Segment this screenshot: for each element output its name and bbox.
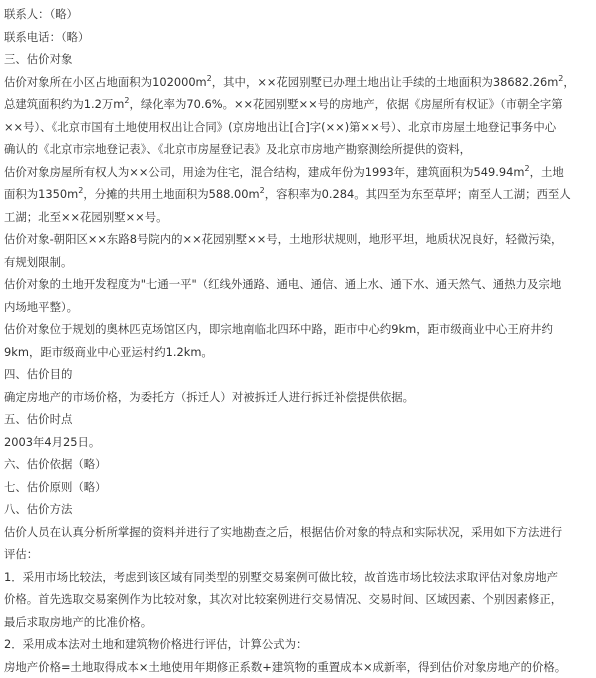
paragraph-line: 最后求取房地产的比准价格。 <box>4 611 594 634</box>
superscript: 2 <box>207 74 212 83</box>
superscript: 2 <box>124 96 129 105</box>
text-segment: ， <box>563 75 574 89</box>
paragraph-line: 价格。首先选取交易案例作为比较对象，其次对比较案例进行交易情况、交易时间、区域因素、个别因素修正， <box>4 588 594 611</box>
contact-phone-line: 联系电话：（略） <box>4 26 594 49</box>
section-heading-valuation-principles: 七、估价原则（略） <box>4 476 594 499</box>
text-segment: 估价对象所在小区占地面积为102000m <box>4 75 207 89</box>
text-segment: ，土地 <box>530 165 564 179</box>
paragraph-line: 确定房地产的市场价格，为委托方（拆迁人）对被拆迁人进行拆迁补偿提供依据。 <box>4 386 594 409</box>
section-heading-valuation-date: 五、估价时点 <box>4 408 594 431</box>
superscript: 2 <box>524 164 529 173</box>
paragraph-line: 2．采用成本法对土地和建筑物价格进行评估，计算公式为： <box>4 633 594 656</box>
paragraph-line: 估价对象位于规划的奥林匹克场馆区内，即宗地南临北四环中路，距市中心约9km，距市级商业中心王府井约 <box>4 318 594 341</box>
document-body <box>4 3 594 678</box>
superscript: 2 <box>260 186 265 195</box>
text-segment: ，分摊的共用土地面积为588.00m <box>83 187 259 201</box>
text-segment: ，绿化率为70.6%。××花园别墅××号的房地产，依据《房屋所有权证》（市朝全字第 <box>129 97 562 111</box>
paragraph-line: 房地产价格=土地取得成本×土地使用年期修正系数+建筑物的重置成本×成新率，得到估价对象房地产的价格。 <box>4 656 594 678</box>
paragraph-line <box>4 183 594 206</box>
text-segment: 总建筑面积约为1.2万m <box>4 97 124 111</box>
superscript: 2 <box>78 186 83 195</box>
paragraph-line: 有规划限制。 <box>4 251 594 274</box>
text-segment: 面积为1350m <box>4 187 78 201</box>
superscript: 2 <box>558 74 563 83</box>
paragraph-line: 估价对象-朝阳区××东路8号院内的××花园别墅××号，土地形状规则，地形平坦，地质状况良好，轻微污染， <box>4 228 594 251</box>
contact-person-line: 联系人：（略） <box>4 3 594 26</box>
section-heading-valuation-methods: 八、估价方法 <box>4 498 594 521</box>
valuation-date: 2003年4月25日。 <box>4 431 594 454</box>
paragraph-line <box>4 161 594 184</box>
paragraph-line <box>4 71 594 94</box>
text-segment: ，其中，××花园别墅已办理土地出让手续的土地面积为38682.26m <box>212 75 559 89</box>
section-heading-valuation-purpose: 四、估价目的 <box>4 363 594 386</box>
paragraph-line: 工湖；北至××花园别墅××号。 <box>4 206 594 229</box>
paragraph-line: 1．采用市场比较法，考虑到该区域有同类型的别墅交易案例可做比较，故首选市场比较法求取评估对象房地产 <box>4 566 594 589</box>
paragraph-line: 评估： <box>4 543 594 566</box>
section-heading-valuation-object: 三、估价对象 <box>4 48 594 71</box>
section-heading-valuation-basis: 六、估价依据（略） <box>4 453 594 476</box>
text-segment: 估价对象房屋所有权人为××公司，用途为住宅，混合结构，建成年份为1993年，建筑面积为549.94m <box>4 165 524 179</box>
paragraph-line: 估价人员在认真分析所掌握的资料并进行了实地勘查之后，根据估价对象的特点和实际状况，采用如下方法进行 <box>4 521 594 544</box>
paragraph-line: 9km，距市级商业中心亚运村约1.2km。 <box>4 341 594 364</box>
paragraph-line: ××号）、《北京市国有土地使用权出让合同》(京房地出让[合]字(××)第××号）、北京市房屋土地登记事务中心 <box>4 116 594 139</box>
paragraph-line <box>4 93 594 116</box>
paragraph-line: 确认的《北京市宗地登记表》、《北京市房屋登记表》及北京市房地产勘察测绘所提供的资料， <box>4 138 594 161</box>
paragraph-line: 内场地平整）。 <box>4 296 594 319</box>
paragraph-line: 估价对象的土地开发程度为"七通一平"（红线外通路、通电、通信、通上水、通下水、通天然气、通热力及宗地 <box>4 273 594 296</box>
text-segment: ，容积率为0.284。其四至为东至草坪；南至人工湖；西至人 <box>265 187 571 201</box>
